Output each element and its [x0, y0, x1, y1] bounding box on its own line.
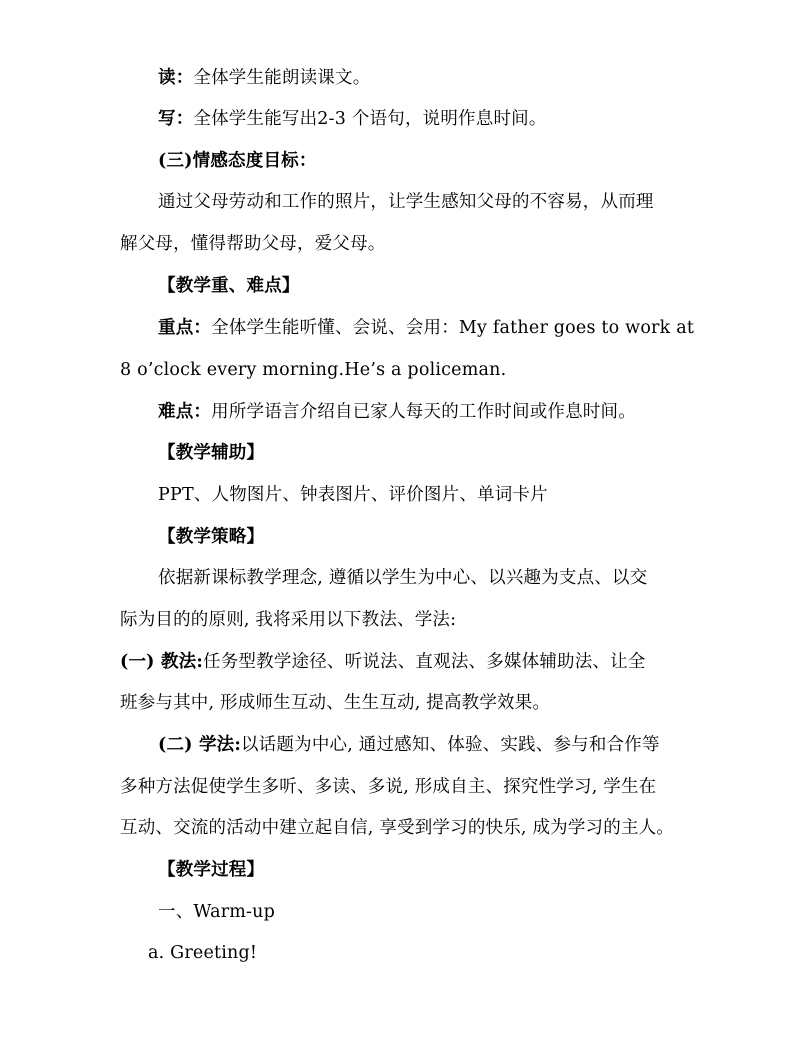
strategy-paragraph-line-2 — [120, 608, 456, 632]
learning-method-line-3 — [120, 816, 674, 840]
difficult-point — [158, 400, 636, 424]
learning-method-line-1 — [158, 733, 660, 757]
section-heading: 【教学重、难点】 — [158, 276, 300, 296]
teaching-strategy-heading — [158, 525, 264, 549]
warm-up-text: 一、Warm-up — [158, 902, 276, 922]
affective-paragraph-line-2 — [120, 232, 386, 256]
key-point-text: 全体学生能听懂、会说、会用：My father goes to work at — [211, 318, 695, 338]
paragraph-text: 际为目的的原则, 我将采用以下教法、学法: — [120, 610, 457, 630]
section-heading: 【教学策略】 — [158, 527, 265, 547]
greeting-item — [148, 941, 257, 965]
difficult-point-label: 难点： — [158, 402, 212, 422]
warm-up-step — [158, 900, 275, 924]
read-label: 读： — [158, 68, 194, 88]
learning-method-line-2 — [120, 775, 656, 799]
key-difficult-points-heading — [158, 274, 300, 298]
key-point-label: 重点： — [158, 318, 212, 338]
difficult-point-text: 用所学语言介绍自已家人每天的工作时间或作息时间。 — [211, 402, 636, 422]
paragraph-text: 解父母，懂得帮助父母，爱父母。 — [120, 234, 386, 254]
learning-method-text-continued: 多种方法促使学生多听、多读、多说, 形成自主、探究性学习, 学生在 — [120, 777, 657, 797]
write-objective — [158, 107, 547, 131]
teaching-aids-text: PPT、人物图片、钟表图片、评价图片、单词卡片 — [158, 485, 548, 505]
paragraph-text: 依据新课标教学理念, 遵循以学生为中心、以兴趣为支点、以交 — [158, 568, 648, 588]
read-objective — [158, 66, 370, 90]
section-heading: 【教学辅助】 — [158, 443, 265, 463]
affective-objective-heading — [158, 149, 317, 173]
key-point-line-2 — [120, 358, 506, 382]
read-text: 全体学生能朗读课文。 — [193, 68, 371, 88]
paragraph-text: 通过父母劳动和工作的照片，让学生感知父母的不容易，从而理 — [158, 192, 654, 212]
affective-paragraph-line-1 — [158, 190, 654, 214]
section-heading: 【教学过程】 — [158, 860, 265, 880]
write-text: 全体学生能写出2-3 个语句，说明作息时间。 — [193, 109, 547, 129]
teaching-method-line-2 — [120, 691, 550, 715]
learning-method-label: (二) 学法: — [158, 735, 242, 755]
teaching-aids-list — [158, 483, 548, 507]
learning-method-text: 以话题为中心, 通过感知、体验、实践、参与和合作等 — [241, 735, 660, 755]
key-point-text-continued: 8 o’clock every morning.He’s a policeman. — [120, 360, 507, 380]
teaching-method-label: (一) 教法: — [120, 652, 204, 672]
teaching-process-heading — [158, 858, 264, 882]
greeting-text: a. Greeting! — [148, 943, 258, 963]
teaching-method-text-continued: 班参与其中, 形成师生互动、生生互动, 提高教学效果。 — [120, 693, 551, 713]
strategy-paragraph-line-1 — [158, 566, 647, 590]
teaching-aids-heading — [158, 441, 264, 465]
teaching-method-line-1 — [120, 650, 646, 674]
teaching-method-text: 任务型教学途径、听说法、直观法、多媒体辅助法、让全 — [203, 652, 646, 672]
write-label: 写： — [158, 109, 194, 129]
key-point-line-1 — [158, 316, 694, 340]
learning-method-text-continued: 互动、交流的活动中建立起自信, 享受到学习的快乐, 成为学习的主人。 — [120, 818, 675, 838]
affective-objective-label: (三)情感态度目标： — [158, 151, 317, 171]
